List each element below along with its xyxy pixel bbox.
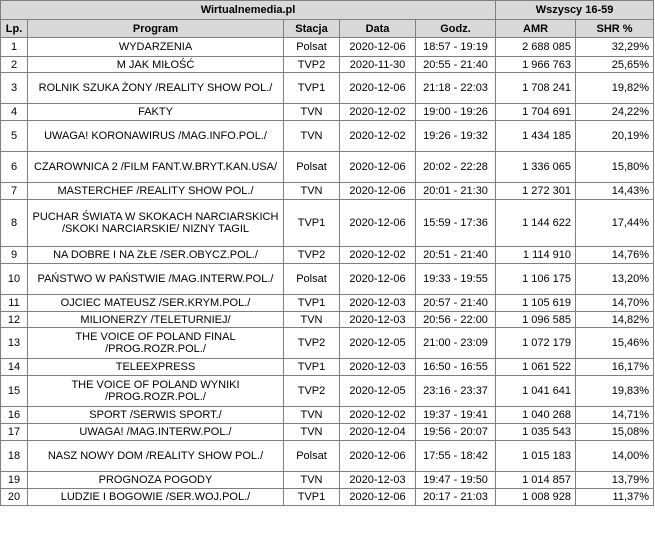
cell-program: PROGNOZA POGODY [28,472,284,489]
cell-lp: 14 [1,359,28,376]
cell-time: 20:51 - 21:40 [416,247,496,264]
cell-lp: 2 [1,57,28,73]
cell-program: PAŃSTWO W PAŃSTWIE /MAG.INTERW.POL./ [28,264,284,295]
cell-station: TVN [284,104,340,121]
cell-program: PUCHAR ŚWIATA W SKOKACH NARCIARSKICH /SKOKI NARCIARSKIE/ NIZNY TAGIL [28,200,284,247]
cell-station: TVP2 [284,57,340,73]
cell-amr: 1 061 522 [496,359,576,376]
cell-station: TVP1 [284,200,340,247]
cell-time: 23:16 - 23:37 [416,376,496,407]
cell-time: 20:56 - 22:00 [416,312,496,328]
cell-amr: 1 708 241 [496,73,576,104]
cell-shr: 13,20% [576,264,654,295]
cell-date: 2020-12-02 [340,407,416,424]
cell-program: WYDARZENIA [28,38,284,57]
cell-station: TVP2 [284,328,340,359]
cell-date: 2020-12-04 [340,424,416,441]
cell-station: TVN [284,121,340,152]
col-shr-header: SHR % [576,20,654,38]
cell-shr: 16,17% [576,359,654,376]
cell-program: UWAGA! /MAG.INTERW.POL./ [28,424,284,441]
cell-date: 2020-11-30 [340,57,416,73]
cell-lp: 6 [1,152,28,183]
cell-lp: 19 [1,472,28,489]
cell-station: TVP2 [284,247,340,264]
table-row [1,152,654,183]
cell-station: TVP1 [284,73,340,104]
cell-shr: 17,44% [576,200,654,247]
col-date-header: Data [340,20,416,38]
cell-lp: 1 [1,38,28,57]
cell-program: MASTERCHEF /REALITY SHOW POL./ [28,183,284,200]
cell-amr: 1 272 301 [496,183,576,200]
cell-time: 15:59 - 17:36 [416,200,496,247]
table-row [1,264,654,295]
cell-amr: 1 105 619 [496,295,576,312]
table-row [1,472,654,489]
cell-amr: 1 434 185 [496,121,576,152]
cell-station: TVP1 [284,295,340,312]
table-row [1,247,654,264]
cell-amr: 1 114 910 [496,247,576,264]
cell-lp: 10 [1,264,28,295]
cell-time: 18:57 - 19:19 [416,38,496,57]
cell-amr: 1 015 183 [496,441,576,472]
cell-program: UWAGA! KORONAWIRUS /MAG.INFO.POL./ [28,121,284,152]
cell-date: 2020-12-02 [340,121,416,152]
cell-station: Polsat [284,38,340,57]
cell-shr: 32,29% [576,38,654,57]
cell-time: 20:17 - 21:03 [416,489,496,506]
cell-program: M JAK MIŁOŚĆ [28,57,284,73]
cell-amr: 1 704 691 [496,104,576,121]
cell-shr: 20,19% [576,121,654,152]
cell-date: 2020-12-06 [340,152,416,183]
col-lp-header: Lp. [1,20,28,38]
cell-lp: 4 [1,104,28,121]
cell-station: Polsat [284,441,340,472]
cell-lp: 17 [1,424,28,441]
cell-station: Polsat [284,152,340,183]
cell-lp: 18 [1,441,28,472]
cell-program: CZAROWNICA 2 /FILM FANT.W.BRYT.KAN.USA/ [28,152,284,183]
cell-station: TVN [284,183,340,200]
cell-station: TVN [284,472,340,489]
cell-shr: 15,08% [576,424,654,441]
cell-time: 20:01 - 21:30 [416,183,496,200]
cell-date: 2020-12-06 [340,38,416,57]
cell-date: 2020-12-03 [340,472,416,489]
cell-amr: 1 072 179 [496,328,576,359]
cell-shr: 14,71% [576,407,654,424]
cell-amr: 1 144 622 [496,200,576,247]
cell-shr: 15,46% [576,328,654,359]
cell-date: 2020-12-03 [340,295,416,312]
col-time-header: Godz. [416,20,496,38]
cell-program: NASZ NOWY DOM /REALITY SHOW POL./ [28,441,284,472]
cell-lp: 3 [1,73,28,104]
cell-station: Polsat [284,264,340,295]
cell-shr: 24,22% [576,104,654,121]
cell-station: TVP1 [284,489,340,506]
cell-date: 2020-12-05 [340,376,416,407]
cell-amr: 1 008 928 [496,489,576,506]
table-row [1,38,654,57]
cell-time: 17:55 - 18:42 [416,441,496,472]
cell-time: 19:47 - 19:50 [416,472,496,489]
cell-lp: 11 [1,295,28,312]
table-row [1,200,654,247]
cell-lp: 15 [1,376,28,407]
table-row [1,441,654,472]
table-row [1,104,654,121]
cell-time: 19:56 - 20:07 [416,424,496,441]
group-header: Wszyscy 16-59 [496,1,654,20]
cell-program: MILIONERZY /TELETURNIEJ/ [28,312,284,328]
cell-date: 2020-12-05 [340,328,416,359]
col-station-header: Stacja [284,20,340,38]
cell-station: TVN [284,312,340,328]
table-row [1,73,654,104]
cell-amr: 1 040 268 [496,407,576,424]
cell-lp: 13 [1,328,28,359]
cell-lp: 7 [1,183,28,200]
cell-date: 2020-12-02 [340,247,416,264]
cell-time: 19:37 - 19:41 [416,407,496,424]
cell-lp: 20 [1,489,28,506]
cell-amr: 1 336 065 [496,152,576,183]
cell-program: NA DOBRE I NA ZŁE /SER.OBYCZ.POL./ [28,247,284,264]
cell-program: LUDZIE I BOGOWIE /SER.WOJ.POL./ [28,489,284,506]
cell-shr: 14,76% [576,247,654,264]
table-row [1,328,654,359]
cell-station: TVP1 [284,359,340,376]
cell-program: THE VOICE OF POLAND FINAL /PROG.ROZR.POL./ [28,328,284,359]
cell-program: OJCIEC MATEUSZ /SER.KRYM.POL./ [28,295,284,312]
cell-time: 21:18 - 22:03 [416,73,496,104]
cell-amr: 1 966 763 [496,57,576,73]
col-amr-header: AMR [496,20,576,38]
cell-date: 2020-12-06 [340,264,416,295]
cell-shr: 13,79% [576,472,654,489]
cell-time: 21:00 - 23:09 [416,328,496,359]
cell-station: TVN [284,424,340,441]
cell-lp: 12 [1,312,28,328]
cell-date: 2020-12-06 [340,200,416,247]
col-program-header: Program [28,20,284,38]
cell-lp: 16 [1,407,28,424]
table-row [1,424,654,441]
cell-program: FAKTY [28,104,284,121]
cell-shr: 19,83% [576,376,654,407]
cell-amr: 1 096 585 [496,312,576,328]
cell-shr: 11,37% [576,489,654,506]
cell-program: ROLNIK SZUKA ŻONY /REALITY SHOW POL./ [28,73,284,104]
cell-lp: 5 [1,121,28,152]
cell-amr: 1 106 175 [496,264,576,295]
cell-date: 2020-12-02 [340,104,416,121]
cell-amr: 1 035 543 [496,424,576,441]
table-row [1,295,654,312]
cell-date: 2020-12-03 [340,312,416,328]
cell-time: 20:02 - 22:28 [416,152,496,183]
table-row [1,183,654,200]
cell-amr: 2 688 085 [496,38,576,57]
cell-time: 20:57 - 21:40 [416,295,496,312]
cell-date: 2020-12-06 [340,73,416,104]
cell-lp: 8 [1,200,28,247]
table-row [1,312,654,328]
table-body [1,38,654,506]
cell-shr: 25,65% [576,57,654,73]
cell-amr: 1 014 857 [496,472,576,489]
cell-station: TVP2 [284,376,340,407]
table-row [1,489,654,506]
cell-time: 19:33 - 19:55 [416,264,496,295]
cell-date: 2020-12-06 [340,183,416,200]
cell-amr: 1 041 641 [496,376,576,407]
cell-time: 19:00 - 19:26 [416,104,496,121]
cell-program: SPORT /SERWIS SPORT./ [28,407,284,424]
source-header: Wirtualnemedia.pl [1,1,496,20]
table-row [1,359,654,376]
cell-shr: 14,82% [576,312,654,328]
cell-station: TVN [284,407,340,424]
cell-shr: 15,80% [576,152,654,183]
cell-shr: 19,82% [576,73,654,104]
cell-date: 2020-12-03 [340,359,416,376]
table-row [1,57,654,73]
cell-shr: 14,70% [576,295,654,312]
table-row [1,376,654,407]
cell-program: THE VOICE OF POLAND WYNIKI /PROG.ROZR.POL./ [28,376,284,407]
cell-date: 2020-12-06 [340,441,416,472]
table-row [1,121,654,152]
cell-lp: 9 [1,247,28,264]
table-row [1,407,654,424]
cell-program: TELEEXPRESS [28,359,284,376]
cell-time: 19:26 - 19:32 [416,121,496,152]
cell-time: 16:50 - 16:55 [416,359,496,376]
cell-shr: 14,43% [576,183,654,200]
cell-date: 2020-12-06 [340,489,416,506]
cell-time: 20:55 - 21:40 [416,57,496,73]
cell-shr: 14,00% [576,441,654,472]
